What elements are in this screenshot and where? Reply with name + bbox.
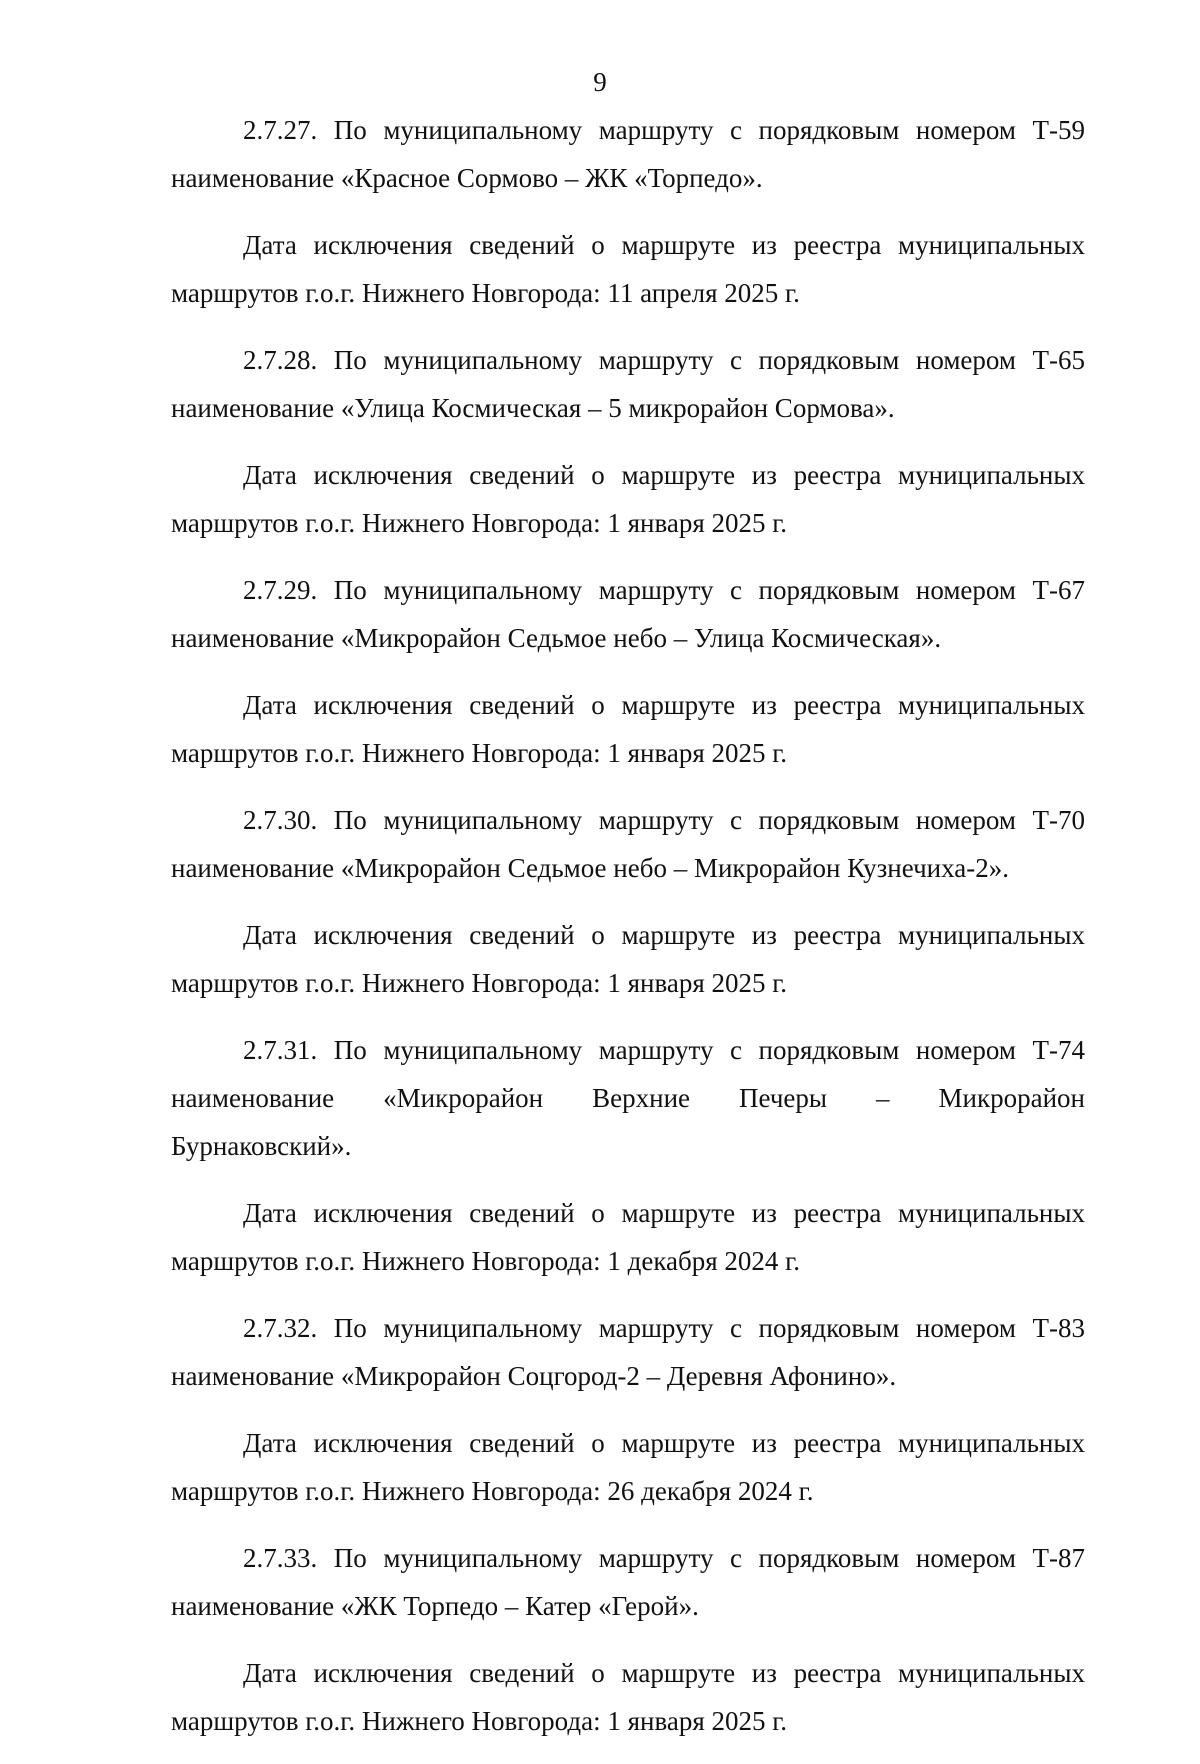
route-heading-line: 2.7.33. По муниципальному маршруту с порядковым номером Т-87	[243, 1543, 1085, 1573]
exclusion-date-value-line: маршрутов г.о.г. Нижнего Новгорода: 1 декабря 2024 г.	[171, 1246, 800, 1276]
route-name-line: наименование «Микрорайон Седьмое небо – Микрорайон Кузнечиха-2».	[171, 853, 1009, 883]
route-heading-paragraph	[171, 1026, 1085, 1170]
exclusion-date-paragraph	[171, 911, 1085, 1007]
exclusion-date-value-line: маршрутов г.о.г. Нижнего Новгорода: 11 апреля 2025 г.	[171, 278, 800, 308]
route-name-line-continued: Бурнаковский».	[171, 1131, 352, 1161]
route-heading-paragraph	[171, 796, 1085, 892]
exclusion-date-line: Дата исключения сведений о маршруте из реестра муниципальных	[243, 920, 1085, 950]
route-heading-paragraph	[171, 1304, 1085, 1400]
exclusion-date-paragraph	[171, 1189, 1085, 1285]
route-name-line: наименование «Красное Сормово – ЖК «Торпедо».	[171, 163, 763, 193]
route-heading-line: 2.7.28. По муниципальному маршруту с порядковым номером Т-65	[243, 345, 1085, 375]
route-heading-paragraph	[171, 106, 1085, 202]
route-heading-line: 2.7.30. По муниципальному маршруту с порядковым номером Т-70	[243, 805, 1085, 835]
route-heading-paragraph	[171, 336, 1085, 432]
exclusion-date-value-line: маршрутов г.о.г. Нижнего Новгорода: 26 декабря 2024 г.	[171, 1476, 814, 1506]
route-name-line: наименование «Микрорайон Верхние Печеры – Микрорайон	[171, 1083, 1085, 1113]
exclusion-date-value-line: маршрутов г.о.г. Нижнего Новгорода: 1 января 2025 г.	[171, 968, 788, 998]
route-name-line: наименование «Улица Космическая – 5 микрорайон Сормова».	[171, 393, 895, 423]
exclusion-date-line: Дата исключения сведений о маршруте из реестра муниципальных	[243, 1428, 1085, 1458]
route-name-line: наименование «Микрорайон Седьмое небо – Улица Космическая».	[171, 623, 942, 653]
exclusion-date-line: Дата исключения сведений о маршруте из реестра муниципальных	[243, 230, 1085, 260]
page-number: 9	[593, 67, 607, 97]
exclusion-date-paragraph	[171, 1649, 1085, 1745]
exclusion-date-line: Дата исключения сведений о маршруте из реестра муниципальных	[243, 1658, 1085, 1688]
exclusion-date-line: Дата исключения сведений о маршруте из реестра муниципальных	[243, 1198, 1085, 1228]
route-name-line: наименование «Микрорайон Соцгород-2 – Деревня Афонино».	[171, 1361, 897, 1391]
route-name-line: наименование «ЖК Торпедо – Катер «Герой».	[171, 1591, 699, 1621]
exclusion-date-paragraph	[171, 221, 1085, 317]
route-heading-paragraph	[171, 566, 1085, 662]
route-heading-paragraph	[171, 1534, 1085, 1630]
route-heading-line: 2.7.31. По муниципальному маршруту с порядковым номером Т-74	[243, 1035, 1085, 1065]
exclusion-date-value-line: маршрутов г.о.г. Нижнего Новгорода: 1 января 2025 г.	[171, 508, 788, 538]
exclusion-date-value-line: маршрутов г.о.г. Нижнего Новгорода: 1 января 2025 г.	[171, 738, 788, 768]
exclusion-date-value-line: маршрутов г.о.г. Нижнего Новгорода: 1 января 2025 г.	[171, 1706, 788, 1736]
document-body	[171, 106, 1085, 1764]
exclusion-date-line: Дата исключения сведений о маршруте из реестра муниципальных	[243, 690, 1085, 720]
exclusion-date-paragraph	[171, 681, 1085, 777]
route-heading-line: 2.7.32. По муниципальному маршруту с порядковым номером Т-83	[243, 1313, 1085, 1343]
route-heading-line: 2.7.29. По муниципальному маршруту с порядковым номером Т-67	[243, 575, 1085, 605]
exclusion-date-line: Дата исключения сведений о маршруте из реестра муниципальных	[243, 460, 1085, 490]
route-heading-line: 2.7.27. По муниципальному маршруту с порядковым номером Т-59	[243, 115, 1085, 145]
exclusion-date-paragraph	[171, 451, 1085, 547]
exclusion-date-paragraph	[171, 1419, 1085, 1515]
